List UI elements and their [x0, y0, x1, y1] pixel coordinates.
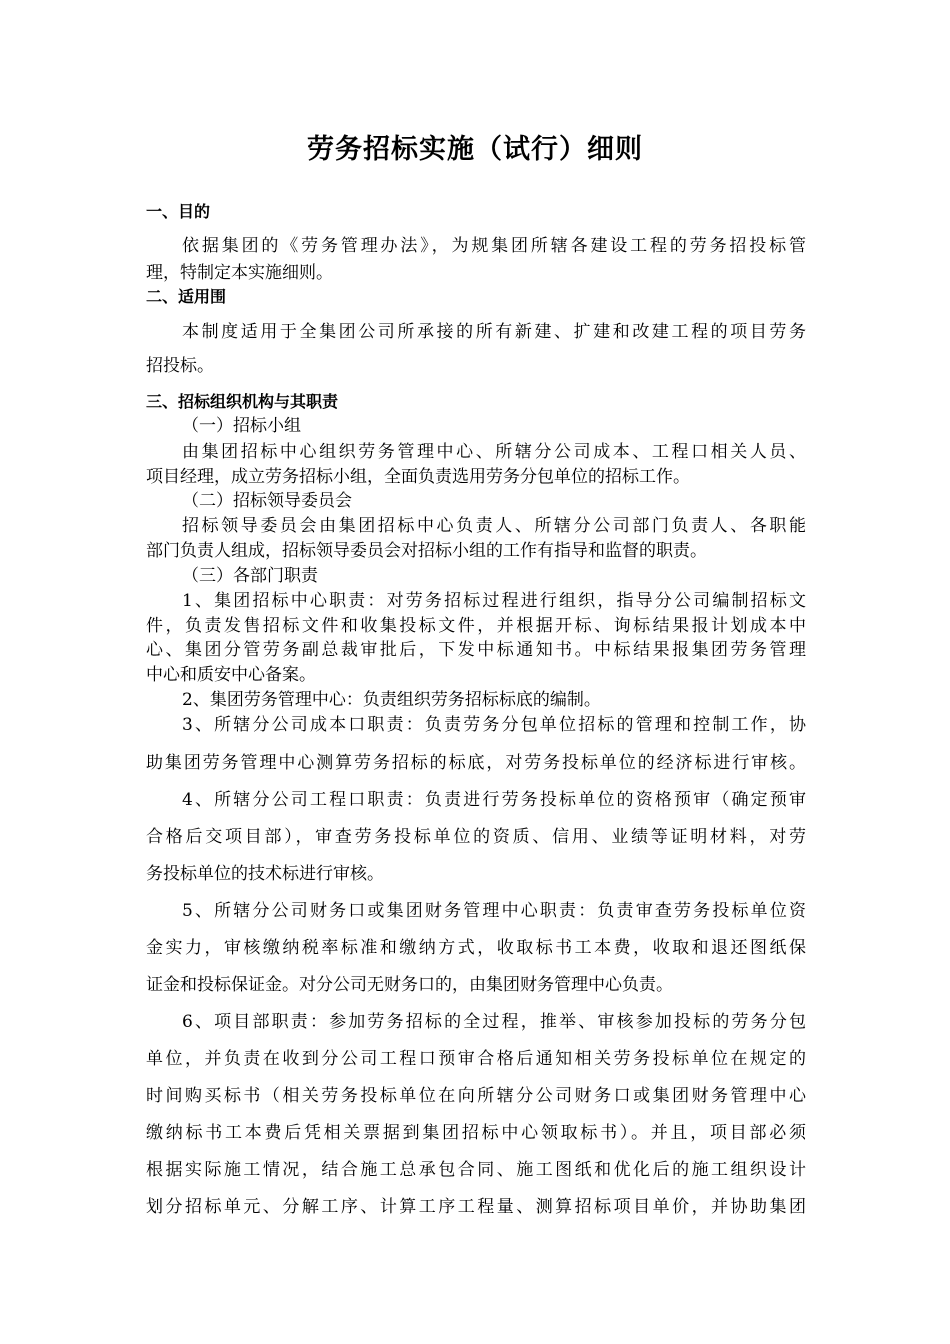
- paragraph-line: 金实力，审核缴纳税率标准和缴纳方式，收取标书工本费，收取和退还图纸保: [146, 938, 806, 958]
- paragraph-line: 依据集团的《劳务管理办法》，为规集团所辖各建设工程的劳务招投标管: [182, 236, 806, 256]
- paragraph-line: 2、集团劳务管理中心：负责组织劳务招标标底的编制。: [182, 690, 601, 710]
- subsection-heading: （三）各部门职责: [182, 566, 318, 586]
- section-heading-scope: 二、适用围: [146, 287, 227, 306]
- paragraph-line: 证金和投标保证金。对分公司无财务口的，由集团财务管理中心负责。: [146, 975, 673, 995]
- paragraph-line: 时间购买标书（相关劳务投标单位在向所辖分公司财务口或集团财务管理中心: [146, 1086, 806, 1106]
- paragraph-line: 4、所辖分公司工程口职责：负责进行劳务投标单位的资格预审（确定预审: [182, 790, 806, 810]
- paragraph-line: 务投标单位的技术标进行审核。: [146, 864, 384, 884]
- section-heading-organization: 三、招标组织机构与其职责: [146, 392, 339, 411]
- paragraph-line: 中心和质安中心备案。: [146, 665, 316, 685]
- paragraph-line: 招标领导委员会由集团招标中心负责人、所辖分公司部门负责人、各职能: [182, 516, 806, 536]
- paragraph-line: 5、所辖分公司财务口或集团财务管理中心职责：负责审查劳务投标单位资: [182, 901, 806, 921]
- paragraph-line: 3、所辖分公司成本口职责：负责劳务分包单位招标的管理和控制工作，协: [182, 715, 806, 735]
- subsection-heading: （二）招标领导委员会: [182, 491, 352, 511]
- paragraph-line: 心、集团分管劳务副总裁审批后，下发中标通知书。中标结果报集团劳务管理: [146, 640, 806, 660]
- paragraph-line: 合格后交项目部），审查劳务投标单位的资质、信用、业绩等证明材料，对劳: [146, 827, 806, 847]
- paragraph-line: 助集团劳务管理中心测算劳务招标的标底，对劳务投标单位的经济标进行审核。: [146, 753, 806, 773]
- paragraph-line: 划分招标单元、分解工序、计算工序工程量、测算招标项目单价，并协助集团: [146, 1197, 806, 1217]
- paragraph-line: 根据实际施工情况，结合施工总承包合同、施工图纸和优化后的施工组织设计: [146, 1160, 806, 1180]
- paragraph-line: 6、项目部职责：参加劳务招标的全过程，推举、审核参加投标的劳务分包: [182, 1012, 806, 1032]
- section-heading-purpose: 一、目的: [146, 202, 211, 221]
- paragraph-line: 理，特制定本实施细则。: [146, 263, 333, 283]
- document-title: 劳务招标实施（试行）细则: [307, 134, 643, 165]
- subsection-heading: （一）招标小组: [182, 416, 301, 436]
- paragraph-line: 本制度适用于全集团公司所承接的所有新建、扩建和改建工程的项目劳务: [182, 322, 806, 342]
- paragraph-line: 部门负责人组成，招标领导委员会对招标小组的工作有指导和监督的职责。: [146, 541, 707, 561]
- paragraph-line: 项目经理，成立劳务招标小组，全面负责选用劳务分包单位的招标工作。: [146, 467, 690, 487]
- paragraph-line: 缴纳标书工本费后凭相关票据到集团招标中心领取标书）。并且，项目部必须: [146, 1123, 806, 1143]
- paragraph-line: 件，负责发售招标文件和收集投标文件，并根据开标、询标结果报计划成本中: [146, 616, 806, 636]
- paragraph-line: 单位，并负责在收到分公司工程口预审合格后通知相关劳务投标单位在规定的: [146, 1049, 806, 1069]
- paragraph-line: 招投标。: [146, 356, 214, 376]
- paragraph-line: 由集团招标中心组织劳务管理中心、所辖分公司成本、工程口相关人员、: [182, 442, 806, 462]
- paragraph-line: 1、集团招标中心职责：对劳务招标过程进行组织，指导分公司编制招标文: [182, 591, 806, 611]
